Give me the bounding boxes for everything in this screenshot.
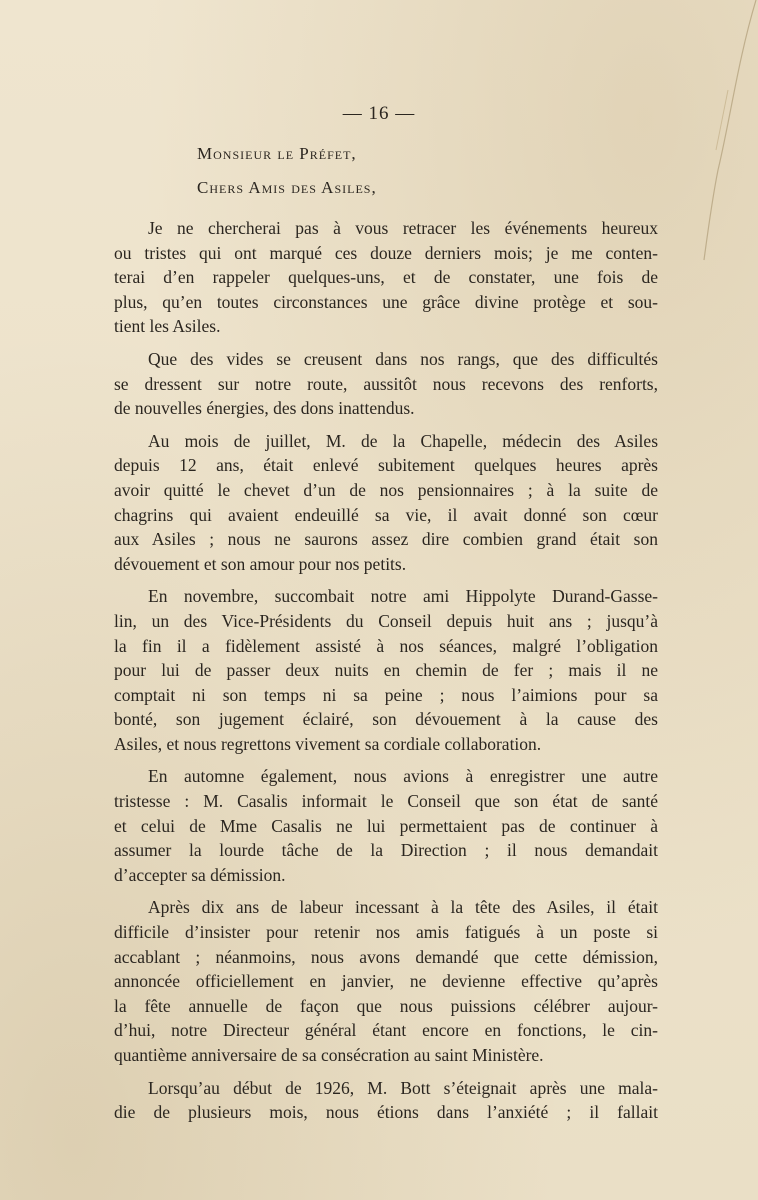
text-line: depuis 12 ans, était enlevé subitement quelques heures après [114,455,658,476]
text-line: Asiles, et nous regrettons vivement sa cordiale collaboration. [114,733,542,754]
text-line: aux Asiles ; nous ne saurons assez dire combien grand était son [114,529,658,550]
text-line: difficile d’insister pour retenir nos amis fatigués à un poste si [114,922,658,943]
text-line: bonté, son jugement éclairé, son dévouement à la cause des [114,709,658,730]
text-line: En novembre, succombait notre ami Hippolyte Durand-Gasse- [148,586,658,607]
salutation-line-1: Monsieur le Préfet, [197,144,357,163]
text-line: la fête annuelle de façon que nous puissions célébrer aujour- [114,995,658,1016]
text-line: die de plusieurs mois, nous étions dans l’anxiété ; il fallait [114,1102,658,1123]
paragraph [114,429,658,577]
text-line: dévouement et son amour pour nos petits. [114,553,407,574]
text-line: la fin il a fidèlement assisté à nos séances, malgré l’obligation [114,635,658,656]
text-line: Que des vides se creusent dans nos rangs, que des difficultés [148,348,658,369]
text-line: et celui de Mme Casalis ne lui permettaient pas de continuer à [114,815,658,836]
paragraph [114,895,658,1067]
text-line: Je ne chercherai pas à vous retracer les événements heureux [148,218,658,238]
text-line: d’accepter sa démission. [114,864,286,885]
text-line: comptait ni son temps ni sa peine ; nous l’aimions pour sa [114,684,658,705]
paragraph [114,216,658,339]
body-text [114,216,658,1133]
text-line: ou tristes qui ont marqué ces douze derniers mois; je me conten- [114,242,658,263]
text-line: Lorsqu’au début de 1926, M. Bott s’éteignait après une mala- [148,1077,658,1098]
text-line: se dressent sur notre route, aussitôt nous recevons des renforts, [114,373,658,394]
page-fold-crease [668,0,758,420]
text-line: d’hui, notre Directeur général étant encore en fonctions, le cin- [114,1020,658,1041]
text-line: En automne également, nous avions à enregistrer une autre [148,766,658,787]
text-line: accablant ; néanmoins, nous avons demandé que cette démission, [114,946,658,967]
text-line: avoir quitté le chevet d’un de nos pensionnaires ; à la suite de [114,479,658,500]
text-line: quantième anniversaire de sa consécration au saint Ministère. [114,1045,544,1065]
text-line: plus, qu’en toutes circonstances une grâce divine protège et sou- [114,291,658,312]
salutation-line-2: Chers Amis des Asiles, [197,178,377,197]
text-line: tient les Asiles. [114,316,221,337]
text-line: chagrins qui avaient endeuillé sa vie, il avait donné son cœur [114,504,658,525]
text-line: Au mois de juillet, M. de la Chapelle, médecin des Asiles [148,430,658,451]
paragraph [114,764,658,887]
page-number: — 16 — [342,103,416,124]
text-line: assumer la lourde tâche de la Direction ; il nous demandait [114,840,658,861]
paragraph [114,347,658,421]
paragraph [114,584,658,756]
paragraph [114,1076,658,1125]
text-line: lin, un des Vice-Présidents du Conseil depuis huit ans ; jusqu’à [114,610,658,631]
text-line: de nouvelles énergies, des dons inattendus. [114,398,415,419]
text-line: pour lui de passer deux nuits en chemin de fer ; mais il ne [114,660,658,681]
text-line: terai d’en rappeler quelques-uns, et de constater, une fois de [114,267,658,288]
text-line: annoncée officiellement en janvier, ne devienne effective qu’après [114,971,658,992]
text-line: tristesse : M. Casalis informait le Conseil que son état de santé [114,791,658,812]
text-line: Après dix ans de labeur incessant à la tête des Asiles, il était [148,897,658,918]
